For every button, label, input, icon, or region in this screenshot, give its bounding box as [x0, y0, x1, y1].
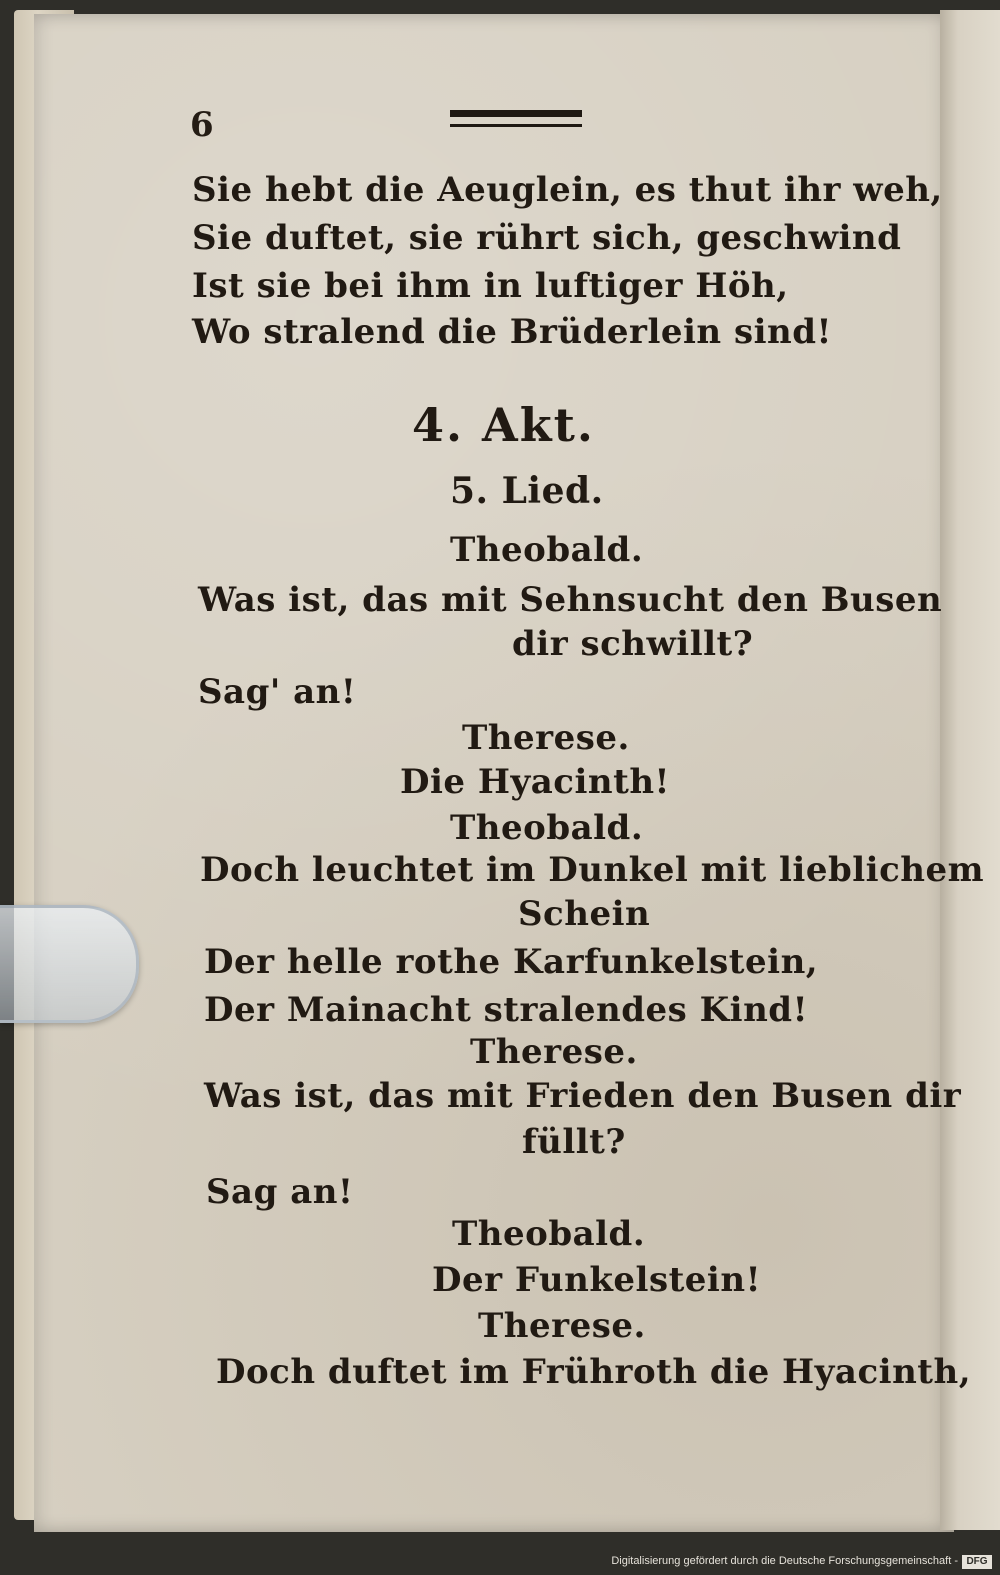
dialogue-line: Was ist, das mit Sehnsucht den Busen: [198, 580, 943, 620]
dfg-logo: DFG: [962, 1555, 992, 1569]
facing-page-edge: [940, 10, 1000, 1530]
verse-line: Sie duftet, sie rührt sich, geschwind: [192, 218, 902, 258]
dialogue-line: dir schwillt?: [512, 624, 754, 664]
verse-line: Sie hebt die Aeuglein, es thut ihr weh,: [192, 170, 943, 210]
speaker-name: Theobald.: [450, 808, 644, 848]
act-title: 4. Akt.: [412, 398, 595, 452]
dialogue-line: Der Funkelstein!: [432, 1260, 761, 1300]
dialogue-line: Was ist, das mit Frieden den Busen dir: [204, 1076, 962, 1116]
verse-line: Wo stralend die Brüderlein sind!: [192, 312, 832, 352]
dialogue-line: Sag' an!: [198, 672, 357, 712]
speaker-name: Theobald.: [452, 1214, 646, 1254]
dialogue-line: Doch duftet im Frühroth die Hyacinth,: [216, 1352, 972, 1392]
speaker-name: Therese.: [478, 1306, 646, 1346]
dialogue-line: Sag an!: [206, 1172, 354, 1212]
dialogue-line: füllt?: [522, 1122, 626, 1162]
speaker-name: Theobald.: [450, 530, 644, 570]
verse-line: Ist sie bei ihm in luftiger Höh,: [192, 266, 789, 306]
dialogue-line: Doch leuchtet im Dunkel mit lieblichem: [200, 850, 985, 890]
digitization-credit: Digitalisierung gefördert durch die Deutsche Forschungsgemeinschaft -: [611, 1555, 958, 1567]
dialogue-line: Die Hyacinth!: [400, 762, 670, 802]
page-clip: [0, 905, 139, 1023]
dialogue-line: Der Mainacht stralendes Kind!: [204, 990, 808, 1030]
dialogue-line: Schein: [518, 894, 651, 934]
page-number: 6: [190, 105, 214, 145]
song-title: 5. Lied.: [450, 470, 604, 512]
header-rule: [450, 110, 582, 117]
speaker-name: Therese.: [470, 1032, 638, 1072]
header-rule-thin: [450, 124, 582, 127]
dialogue-line: Der helle rothe Karfunkelstein,: [204, 942, 819, 982]
speaker-name: Therese.: [462, 718, 630, 758]
